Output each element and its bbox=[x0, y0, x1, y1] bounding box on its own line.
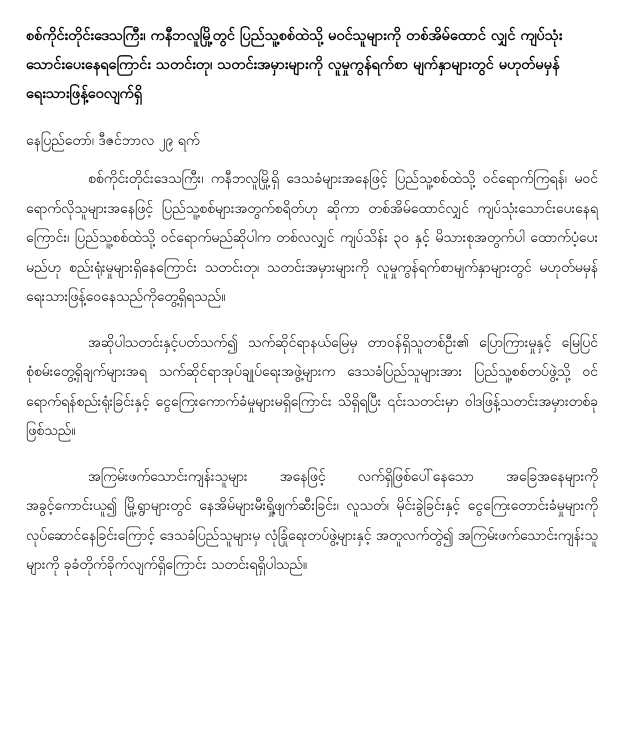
article-headline: စစ်ကိုင်းတိုင်းဒေသကြီး၊ ကနီဘလူမြို့တွင် ပြည်သူ့စစ်ထဲသို့ မဝင်သူများကို တစ်အိမ်ထောင် လျှင် ကျပ်သုံးသောင်းပေးနေရကြောင်း သတင်းတု၊ သတင်းအမှားများကို လူမှုကွန်ရက်စာ မျက်နှာများတွင် မဟုတ်မမှန် ရေးသားဖြန့်ဝေလျက်ရှိ bbox=[26, 28, 563, 102]
article-dateline: နေပြည်တော်၊ ဒီဇင်ဘာလ ၂၉ ရက် bbox=[26, 133, 200, 149]
article-paragraph-1: စစ်ကိုင်းတိုင်းဒေသကြီး၊ ကနီဘလူမြို့ရှိ ဒေသခံများအနေဖြင့် ပြည်သူ့စစ်ထဲသို့ ဝင်ရောက်ကြရန်၊ မဝင်ရောက်လိုသူများအနေဖြင့် ပြည်သူ့စစ်များအတွက်စရိတ်ဟု ဆိုကာ တစ်အိမ်ထောင်လျှင် ကျပ်သုံးသောင်းပေးနေရကြောင်း၊ ပြည်သူ့စစ်ထဲသို့ ဝင်ရောက်မည်ဆိုပါက တစ်လလျှင် ကျပ်သိန်း ၃၀ နှင့် မိသားစုအတွက်ပါ ထောက်ပံ့ပေးမည်ဟု စည်းရုံးမှုများရှိနေကြောင်း သတင်းတု၊ သတင်းအမှားများကို လူမှုကွန်ရက်စာမျက်နှာများတွင် မဟုတ်မမှန် ရေးသားဖြန့်ဝေနေသည်ကိုတွေ့ရှိရသည်။ bbox=[26, 171, 598, 305]
article-paragraph-2: အဆိုပါသတင်းနှင့်ပတ်သက်၍ သက်ဆိုင်ရာနယ်မြေမှ တာဝန်ရှိသူတစ်ဦး၏ ပြောကြားမှုနှင့် မြေပြင်စုံစမ်းတွေ့ရှိချက်များအရ သက်ဆိုင်ရာအုပ်ချုပ်ရေးအဖွဲ့များက ဒေသခံပြည်သူများအား ပြည်သူ့စစ်တပ်ဖွဲ့သို့ ဝင်ရောက်ရန်စည်းရုံးခြင်းနှင့် ငွေကြေးကောက်ခံမှုများမရှိကြောင်း သိရှိရပြီး ၎င်းသတင်းမှာ ဝါဒဖြန့်သတင်းအမှားတစ်ခုဖြစ်သည်။ bbox=[26, 334, 598, 439]
article-paragraph-3: အကြမ်းဖက်သောင်းကျန်းသူများ အနေဖြင့် လက်ရှိဖြစ်ပေါ်နေသော အခြေအနေများကို အခွင့်ကောင်းယူ၍ မြို့ရွာများတွင် နေအိမ်များမီးရှို့ဖျက်ဆီးခြင်း၊ လူသတ်၊ မိုင်းခွဲခြင်းနှင့် ငွေကြေးတောင်းခံမှုများကိုလုပ်ဆောင်နေခြင်းကြောင့် ဒေသခံပြည်သူများမှ လုံခြုံရေးတပ်ဖွဲ့များနှင့် အတူလက်တွဲ၍ အကြမ်းဖက်သောင်းကျန်းသူများကို ခုခံတိုက်ခိုက်လျက်ရှိကြောင်း သတင်းရရှိပါသည်။ bbox=[26, 468, 598, 573]
news-article bbox=[26, 22, 598, 597]
